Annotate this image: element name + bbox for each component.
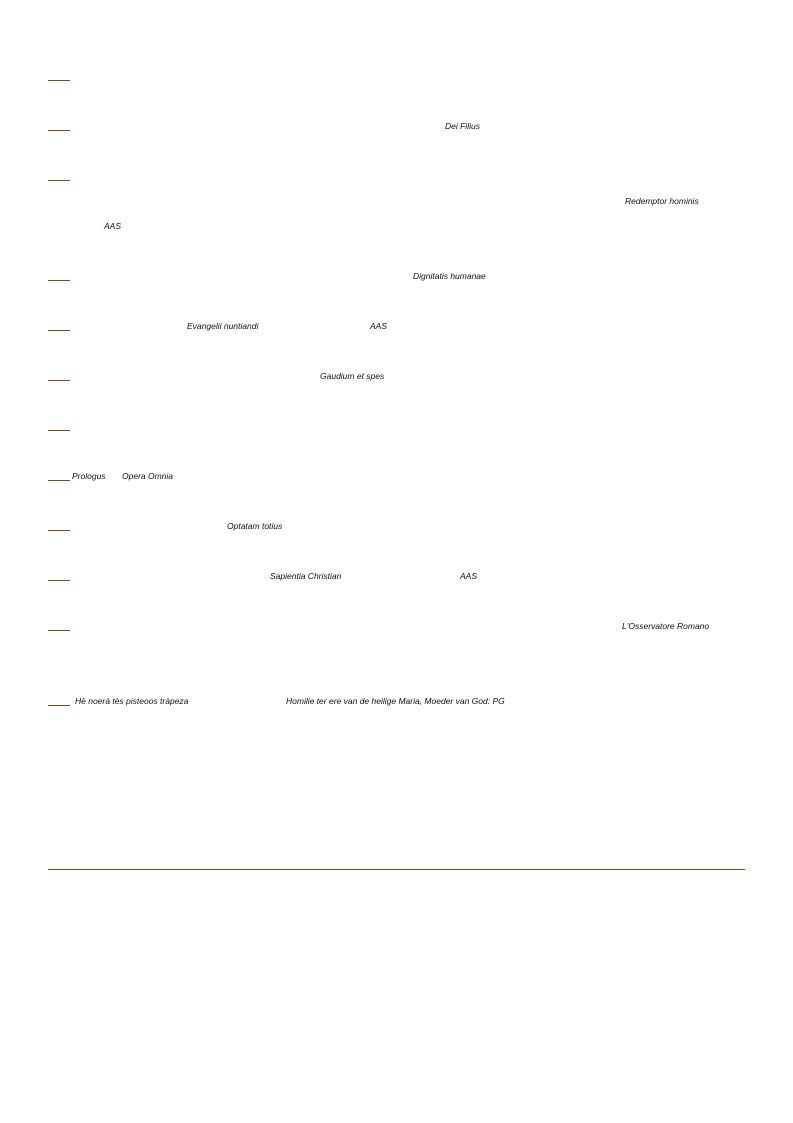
footnote-title-prologus: Prologus — [72, 471, 106, 481]
footnote-journal-aas: AAS — [460, 571, 478, 581]
footnote-journal-aas: AAS — [104, 221, 122, 231]
footnote-marker-rule — [48, 705, 70, 706]
footnote-journal-aas: AAS — [370, 321, 388, 331]
footnote-marker-rule — [48, 580, 70, 581]
footnote-marker-rule — [48, 330, 70, 331]
footnote-marker-rule — [48, 530, 70, 531]
footnote-marker-rule — [48, 80, 70, 81]
footnote-title-dignitatis-humanae: Dignitatis humanae — [413, 271, 486, 281]
footnote-marker-rule — [48, 630, 70, 631]
footnote-title-dei-filius: Dei Filius — [445, 121, 480, 131]
footnote-marker-rule — [48, 130, 70, 131]
footnote-title-gaudium-et-spes: Gaudium et spes — [320, 371, 385, 381]
footnote-marker-rule — [48, 480, 70, 481]
footnote-work-homilie: Homilie ter ere van de heilige Maria, Moeder van God: PG — [286, 696, 505, 706]
footnote-title-evangelii-nuntiandi: Evangelii nuntiandi — [187, 321, 259, 331]
footnote-title-greek: Hè noerá tès pisteoos tràpeza — [75, 696, 189, 706]
footnote-marker-rule — [48, 380, 70, 381]
footnote-title-optatam-totius: Optatam totius — [227, 521, 283, 531]
footnote-title-osservatore-romano: L'Osservatore Romano — [622, 621, 710, 631]
footnote-title-redemptor-hominis: Redemptor hominis — [625, 196, 699, 206]
footnote-title-sapientia-christian: Sapientia Christian — [270, 571, 342, 581]
footnote-work-opera-omnia: Opera Omnia — [122, 471, 174, 481]
footnote-marker-rule — [48, 280, 70, 281]
footnote-marker-rule — [48, 180, 70, 181]
footnote-marker-rule — [48, 430, 70, 431]
footnote-separator-line — [48, 869, 745, 870]
